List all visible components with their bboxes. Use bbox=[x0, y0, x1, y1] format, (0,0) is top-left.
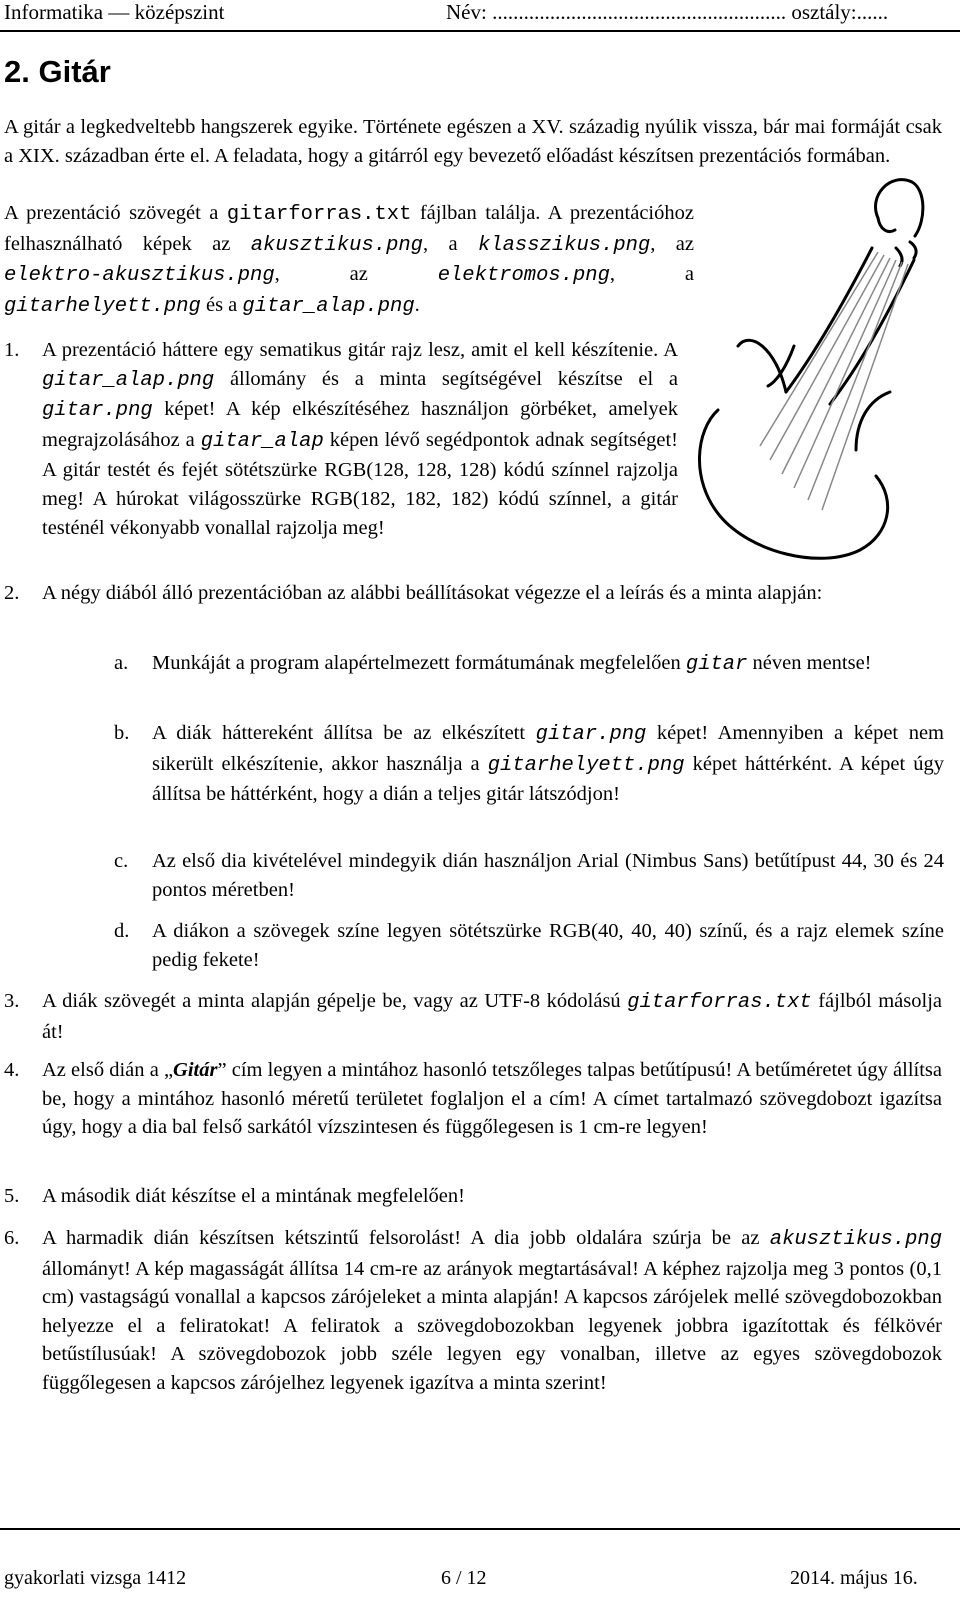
filename: gitarforras.txt bbox=[627, 991, 812, 1014]
filename: gitar.png bbox=[42, 399, 153, 423]
item-number: 5. bbox=[4, 1185, 20, 1207]
subitem-text: Az első dia kivételével mindegyik dián használjon Arial (Nimbus Sans) betűtípust 44, 30 és 24 pontos méretben! bbox=[152, 850, 944, 901]
item-number: 6. bbox=[4, 1227, 20, 1249]
subitem-text: A diák háttereként állítsa be az elkészített gitar.png képet! Amennyiben a képet nem sikerült elkészítenie, akkor használja a gitarhelyett.png képet háttérként. A képet úgy állítsa be háttérként, hogy a dián a teljes gitár látszódjon! bbox=[152, 722, 944, 806]
filename: gitar.png bbox=[535, 723, 647, 746]
item-text: A prezentáció háttere egy sematikus gitár rajz lesz, amit el kell készítenie. A gitar_alap.png állomány és a minta segítségével készítse el a gitar.png képet! A kép elkészítéséhez használjon görbéket, amelyek megrajzolásához a gitar_alap képen lévő segédpontok adnak segítséget! A gitár testét és fejét sötétszürke RGB(128, 128, 128) kódú színnel rajzolja meg! A húrokat világosszürke RGB(182, 182, 182) kódú színnel, a gitár testénél vékonyabb vonallal rajzolja meg! bbox=[42, 339, 678, 539]
filename: gitarhelyett.png bbox=[487, 753, 685, 777]
guitar-sketch-image bbox=[690, 160, 960, 580]
footer-page-number: 6 / 12 bbox=[441, 1567, 487, 1589]
item-text: A harmadik dián készítsen kétszintű felsorolást! A dia jobb oldalára szúrja be az akusztikus.png állományt! A kép magasságát állítsa 14 cm-re az arányok megtartásával! A képhez rajzolja meg 3 pontos (0,1 cm) vastagságú vonallal a kapcsos zárójeleket a minta alapján! A kapcsos zárójelek mellé szövegdobozokban helyezze el a feliratokat! A feliratok a szövegdobozokban legyenek jobbra igazítottak és félkövér betűstílusúak! A szövegdobozok jobb széle legyen egy vonalban, illetve az egyes szövegdobozok függőlegesen a kapcsos zárójelhez legyenek igazítva a minta szerint! bbox=[42, 1227, 942, 1394]
item-text: A négy diából álló prezentációban az alábbi beállításokat végezze el a leírás és a minta alapján: bbox=[42, 582, 823, 604]
footer-date: 2014. május 16. bbox=[790, 1567, 918, 1589]
filename: akusztikus.png bbox=[769, 1228, 942, 1251]
item-text: A második diát készítse el a mintának megfelelően! bbox=[42, 1185, 465, 1207]
filename: gitarforras.txt bbox=[226, 203, 412, 226]
bold-italic-title: Gitár bbox=[173, 1059, 218, 1081]
page-header bbox=[0, 0, 960, 28]
filename: akusztikus.png bbox=[250, 233, 423, 257]
subitem-letter: c. bbox=[114, 850, 129, 872]
item-number: 4. bbox=[4, 1059, 20, 1081]
header-rule bbox=[0, 30, 960, 32]
filename: klasszikus.png bbox=[478, 233, 651, 257]
item-number: 1. bbox=[4, 339, 20, 361]
filename: gitar_alap.png bbox=[242, 294, 415, 318]
filename: gitar_alap.png bbox=[42, 368, 215, 392]
footer-rule bbox=[0, 1528, 960, 1530]
intro-paragraph-1: A gitár a legkedveltebb hangszerek egyike. Története egészen a XV. századig nyúlik vissza, bár mai formáját csak a XIX. században érte el. A feladata, hogy a gitárról egy bevezető előadást készítsen prezentációs formában. bbox=[4, 116, 942, 167]
item-text: A diák szövegét a minta alapján gépelje be, vagy az UTF-8 kódolású gitarforras.txt fájlból másolja át! bbox=[42, 990, 942, 1043]
filename: gitar bbox=[685, 653, 748, 676]
footer-exam: gyakorlati vizsga 1412 bbox=[4, 1567, 187, 1589]
subitem-letter: b. bbox=[114, 722, 130, 744]
filename: gitar_alap bbox=[200, 429, 324, 453]
filename: gitarhelyett.png bbox=[4, 294, 201, 318]
filename: elektro-akusztikus.png bbox=[4, 264, 275, 288]
header-name-class: Név: ........................................................ osztály:...... bbox=[446, 0, 889, 24]
filename: elektromos.png bbox=[437, 264, 610, 288]
subitem-text: Munkáját a program alapértelmezett formátumának megfelelően gitar néven mentse! bbox=[152, 652, 872, 676]
item-number: 2. bbox=[4, 582, 20, 604]
subitem-letter: a. bbox=[114, 652, 129, 674]
item-number: 3. bbox=[4, 990, 20, 1012]
header-subject: Informatika — középszint bbox=[4, 0, 225, 24]
subitem-letter: d. bbox=[114, 920, 130, 942]
intro-paragraph-2: A prezentáció szövegét a gitarforras.txt fájlban találja. A prezentációhoz felhasználható képek az akusztikus.png, a klasszikus.png, az elektro-akusztikus.png, az elektromos.png, a gitarhelyett.png és a gitar_alap.png. bbox=[4, 202, 694, 318]
item-text: Az első dián a „Gitár” cím legyen a mintához hasonló tetszőleges talpas betűtípusú! A betűméretet úgy állítsa be, hogy a mintához hasonló méretű területet foglaljon el a cím! A címet tartalmazó szövegdobozt igazítsa úgy, hogy a dia bal felső sarkától vízszintesen és függőlegesen is 1 cm-re legyen! bbox=[42, 1059, 942, 1139]
subitem-text: A diákon a szövegek színe legyen sötétszürke RGB(40, 40, 40) színű, és a rajz elemek színe pedig fekete! bbox=[152, 920, 944, 971]
page-title: 2. Gitár bbox=[4, 54, 111, 89]
